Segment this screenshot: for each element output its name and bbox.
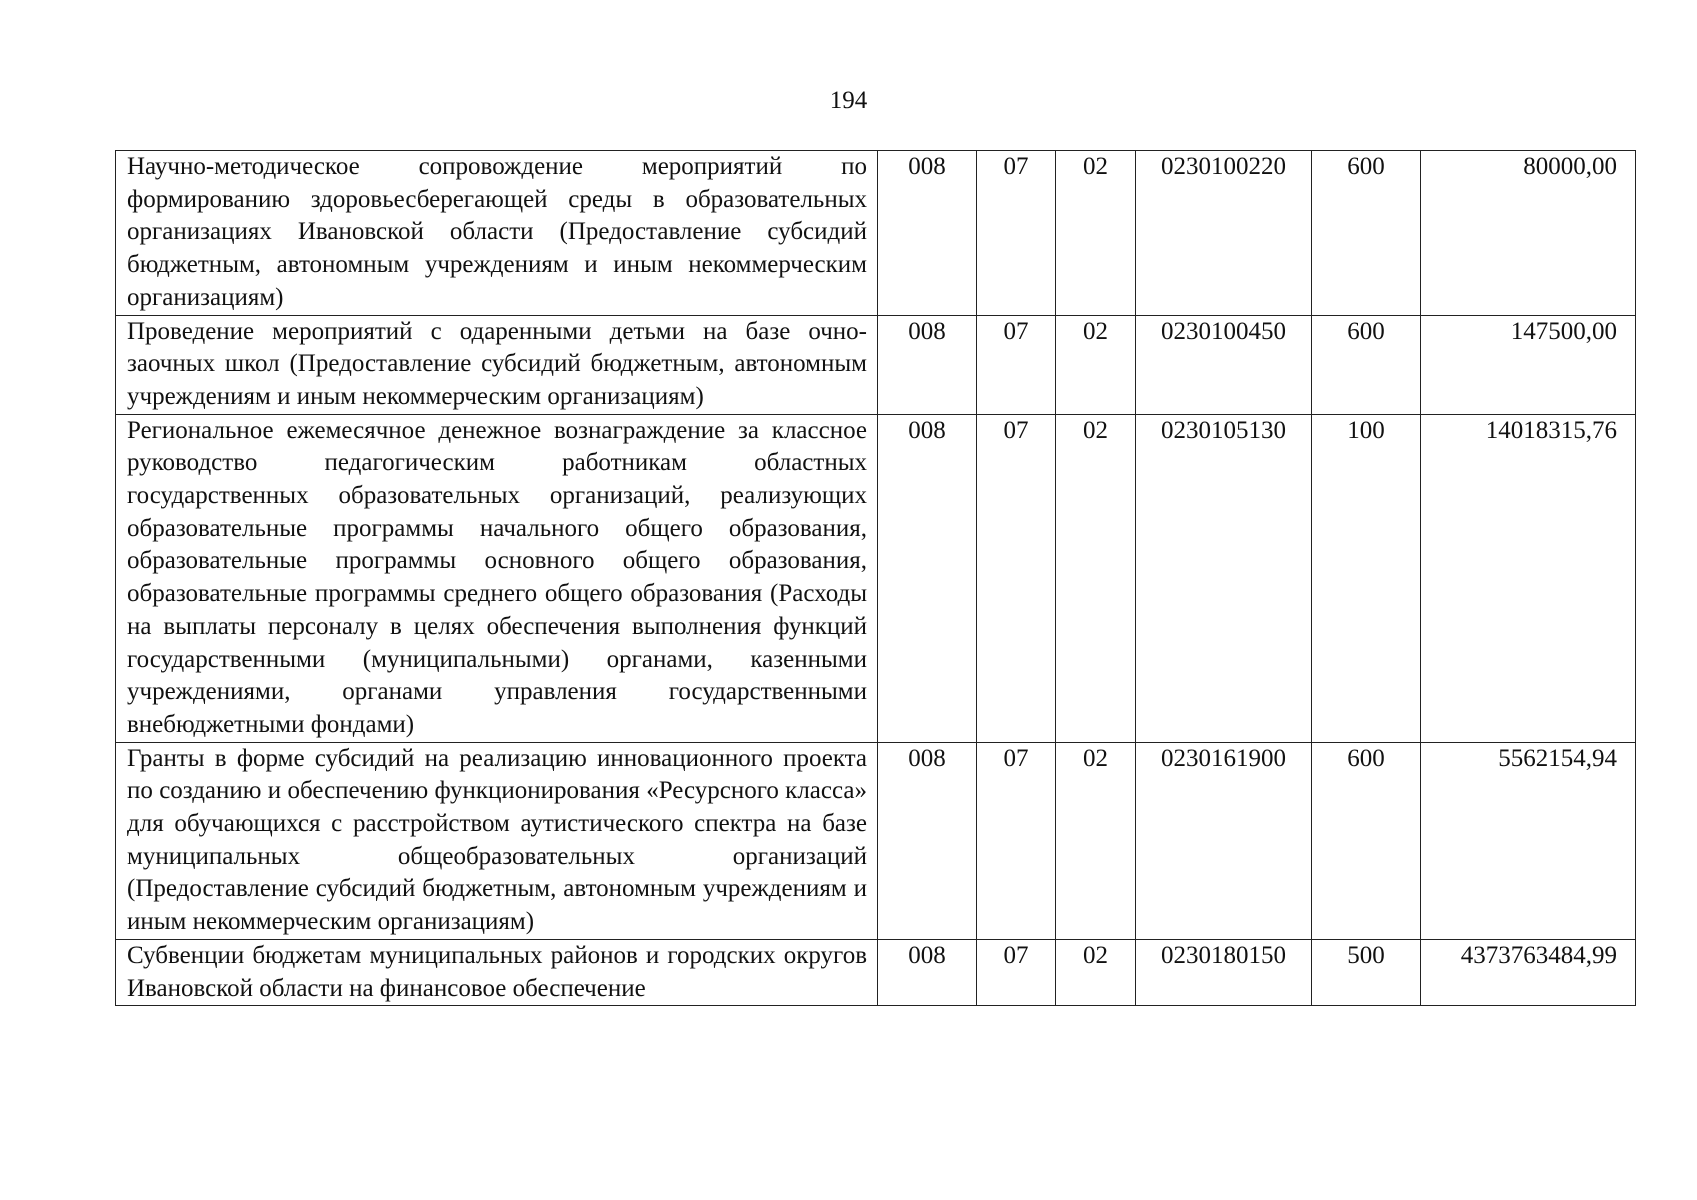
subsection-code: 02 <box>1056 742 1136 939</box>
target-article-code: 0230100220 <box>1136 151 1312 316</box>
subsection-code: 02 <box>1056 939 1136 1005</box>
expense-type-code: 600 <box>1312 742 1421 939</box>
table-row <box>116 742 1636 939</box>
target-article-code: 0230100450 <box>1136 315 1312 414</box>
section-code: 07 <box>977 151 1056 316</box>
amount: 4373763484,99 <box>1421 939 1636 1005</box>
section-code: 07 <box>977 939 1056 1005</box>
table-row <box>116 414 1636 742</box>
amount: 14018315,76 <box>1421 414 1636 742</box>
expense-type-code: 600 <box>1312 315 1421 414</box>
expense-description: Региональное ежемесячное денежное вознаграждение за классное руководство педагогическим работникам областных государственных образовательных организаций, реализующих образовательные программы начального общего образования, образовательные программы основного общего образования, образовательные программы среднего общего образования (Расходы на выплаты персоналу в целях обеспечения выполнения функций государственными (муниципальными) органами, казенными учреждениями, органами управления государственными внебюджетными фондами) <box>116 414 878 742</box>
expense-description: Гранты в форме субсидий на реализацию инновационного проекта по созданию и обеспечению функционирования «Ресурсного класса» для обучающихся с расстройством аутистического спектра на базе муниципальных общеобразовательных организаций (Предоставление субсидий бюджетным, автономным учреждениям и иным некоммерческим организациям) <box>116 742 878 939</box>
expense-description: Научно-методическое сопровождение мероприятий по формированию здоровьесберегающей среды в образовательных организациях Ивановской области (Предоставление субсидий бюджетным, автономным учреждениям и иным некоммерческим организациям) <box>116 151 878 316</box>
department-code: 008 <box>878 414 977 742</box>
amount: 5562154,94 <box>1421 742 1636 939</box>
subsection-code: 02 <box>1056 414 1136 742</box>
target-article-code: 0230180150 <box>1136 939 1312 1005</box>
table-row <box>116 315 1636 414</box>
target-article-code: 0230105130 <box>1136 414 1312 742</box>
section-code: 07 <box>977 414 1056 742</box>
expense-type-code: 500 <box>1312 939 1421 1005</box>
page-number: 194 <box>829 87 868 114</box>
department-code: 008 <box>878 742 977 939</box>
budget-table <box>115 150 1636 1006</box>
department-code: 008 <box>878 315 977 414</box>
target-article-code: 0230161900 <box>1136 742 1312 939</box>
expense-type-code: 100 <box>1312 414 1421 742</box>
department-code: 008 <box>878 151 977 316</box>
department-code: 008 <box>878 939 977 1005</box>
subsection-code: 02 <box>1056 151 1136 316</box>
subsection-code: 02 <box>1056 315 1136 414</box>
amount: 147500,00 <box>1421 315 1636 414</box>
section-code: 07 <box>977 315 1056 414</box>
section-code: 07 <box>977 742 1056 939</box>
table-row <box>116 151 1636 316</box>
expense-type-code: 600 <box>1312 151 1421 316</box>
amount: 80000,00 <box>1421 151 1636 316</box>
expense-description: Субвенции бюджетам муниципальных районов и городских округов Ивановской области на финансовое обеспечение <box>116 939 878 1005</box>
expense-description: Проведение мероприятий с одаренными детьми на базе очно-заочных школ (Предоставление субсидий бюджетным, автономным учреждениям и иным некоммерческим организациям) <box>116 315 878 414</box>
table-row <box>116 939 1636 1005</box>
